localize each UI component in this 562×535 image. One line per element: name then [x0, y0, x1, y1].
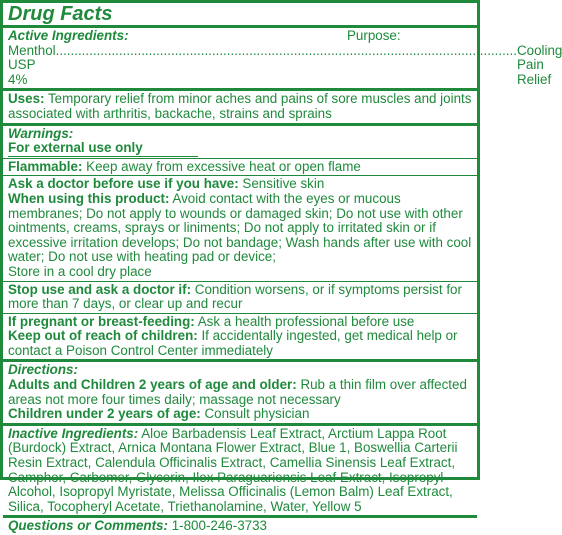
- ask-doctor-heading: Ask a doctor before use if you have:: [8, 176, 239, 192]
- pregnancy-reach-section: [3, 313, 477, 360]
- stop-use-text: Condition worsens, or if symptoms persist for more than 7 days, or clear up and recur: [8, 281, 462, 312]
- stop-use-section: [3, 281, 477, 313]
- flammable-paragraph: [8, 160, 473, 175]
- active-purpose: Cooling Pain Relief: [516, 42, 562, 87]
- inactive-heading: Inactive Ingredients:: [8, 425, 139, 441]
- uses-heading: Uses:: [8, 91, 45, 107]
- pregnant-heading: If pregnant or breast-feeding:: [8, 313, 195, 329]
- adults-paragraph: [8, 378, 473, 407]
- questions-section: [3, 515, 477, 535]
- pregnant-paragraph: [8, 315, 473, 330]
- inactive-paragraph: [8, 427, 473, 515]
- directions-section: [3, 359, 477, 422]
- questions-phone: 1-800-246-3733: [171, 518, 268, 534]
- adults-text: Rub a thin film over affected areas not more four times daily; massage not necessary: [8, 377, 467, 407]
- children-heading: Children under 2 years of age:: [8, 406, 201, 422]
- active-ingredient: Menthol USP 4%: [8, 42, 56, 87]
- uses-section: [3, 88, 477, 122]
- flammable-text: Keep away from excessive heat or open flame: [86, 158, 361, 174]
- inactive-text: Aloe Barbadensis Leaf Extract, Arctium Lappa Root (Burdock) Extract, Arnica Montana Flower Extract, Blue 1, Boswellia Carterii Resin Extract, Calendula Officinalis Extract, Camellia Sinensis Leaf Extract, Camphor, Carbomer, Glycerin, Ilex Paraguariensis Leaf Extract, Isopropyl Alcohol, Isopropyl Myristate, Melissa Officinalis (Lemon Balm) Leaf Extract, Silica, Tocopheryl Acetate, Triethanolamine, Water, Yellow 5: [8, 425, 458, 514]
- ask-doctor-paragraph: [8, 177, 473, 192]
- warnings-section: [3, 123, 477, 158]
- when-using-paragraph: [8, 192, 473, 265]
- reach-paragraph: [8, 329, 473, 358]
- flammable-section: [3, 158, 477, 176]
- directions-heading: Directions:: [8, 362, 78, 378]
- store-text: Store in a cool dry place: [8, 263, 152, 279]
- active-ingredient-row: [8, 42, 562, 88]
- external-use-heading: For external use only: [8, 141, 198, 157]
- children-text: Consult physician: [204, 406, 310, 422]
- dot-leader: [56, 44, 517, 59]
- when-using-text: Avoid contact with the eyes or mucous membranes; Do not apply to wounds or damaged skin; Do not use with other ointments, creams, sprays or liniments; Do not apply to irritated skin or if excessive irritation develops; Do not bandage; Wash hands after use with cool water; Do not use with heating pad or device;: [8, 190, 472, 265]
- pregnant-text: Ask a health professional before use: [197, 313, 415, 329]
- when-using-heading: When using this product:: [8, 190, 170, 206]
- warnings-heading: Warnings:: [8, 125, 74, 141]
- questions-paragraph: [8, 519, 473, 534]
- stop-use-heading: Stop use and ask a doctor if:: [8, 281, 192, 297]
- uses-paragraph: [8, 92, 473, 121]
- active-heading-row: [8, 29, 473, 44]
- questions-heading: Questions or Comments:: [8, 518, 168, 534]
- children-paragraph: [8, 407, 473, 422]
- uses-text: Temporary relief from minor aches and pains of sore muscles and joints associated with arthritis, backache, strains and sprains: [8, 91, 472, 121]
- inactive-ingredients-section: [3, 423, 477, 516]
- flammable-heading: Flammable:: [8, 158, 83, 174]
- reach-heading: Keep out of reach of children:: [8, 328, 198, 344]
- ask-doctor-text: Sensitive skin: [242, 176, 325, 192]
- stop-use-paragraph: [8, 283, 473, 312]
- active-ingredients-heading: Active Ingredients:: [8, 28, 129, 43]
- adults-heading: Adults and Children 2 years of age and older:: [8, 377, 297, 393]
- drug-facts-title: Drug Facts: [8, 3, 113, 25]
- purpose-heading: Purpose:: [347, 28, 401, 43]
- ask-doctor-section: [3, 175, 477, 280]
- reach-text: If accidentally ingested, get medical help or contact a Poison Control Center immediately: [8, 328, 458, 358]
- active-ingredients-section: [3, 25, 562, 88]
